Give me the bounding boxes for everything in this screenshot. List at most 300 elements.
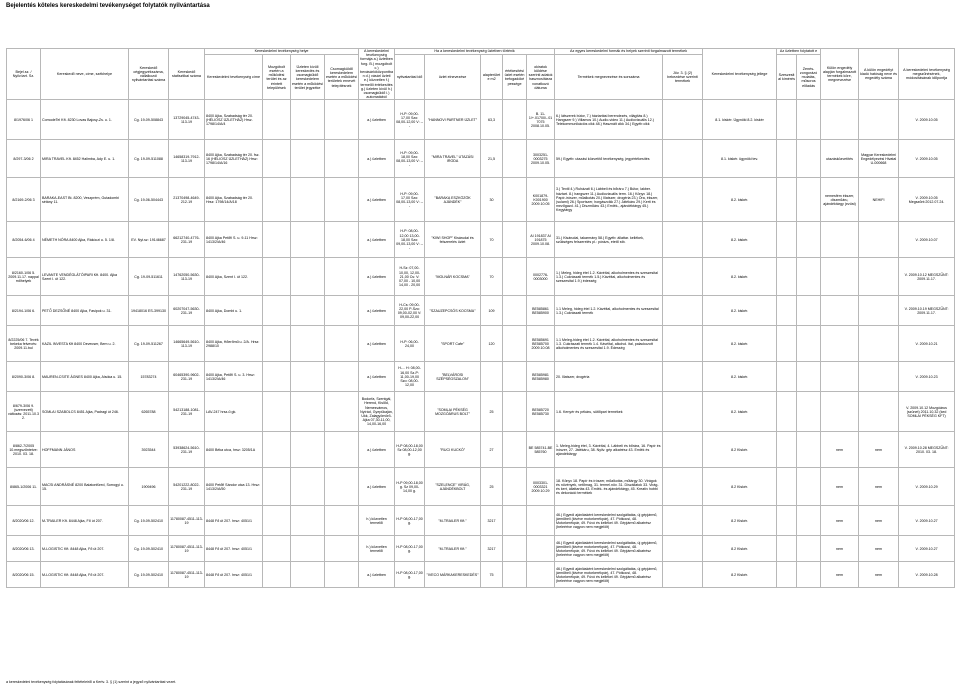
row-stat: 13729045-4743-113-19 <box>169 100 205 140</box>
row-elnevezes: "BARAKA ESZKÖZÖK AJÁNDÉK" <box>425 178 481 222</box>
row-mozgo <box>263 362 291 392</box>
row-nyitva: H-P: 08,00-12,00 13,00-18,00 Szo: 09,00-13,00 V: --- <box>395 222 425 258</box>
row-uzleten-kivul <box>291 392 325 432</box>
row-nyitva: H-P 08,00-17,00 g. <box>395 536 425 562</box>
row-szeszes <box>777 506 797 536</box>
row-okirat: AI 191837 AI 191875 2009.10.08. <box>527 222 555 258</box>
row-termekek: 20. Illatszer, drogéria <box>555 362 663 392</box>
row-nyilv: 8/2020/06 15. <box>7 562 41 588</box>
row-szeszes <box>777 326 797 362</box>
row-megszunt: V. 2009.10.28 <box>899 562 955 588</box>
header-forma: A kereskedelmi tevékenység formája a.) üzletben forg. B.) mozgóbolt c.) bevásárlóközpontban d.) vásárl üzleti e.) közvetlen f.) termelői értékesítés g.) üzleten kívül h.) csomagküldő i.) automatából <box>360 49 394 100</box>
row-mozgo <box>263 178 291 222</box>
row-engedely <box>859 222 899 258</box>
row-hely: 8448 Fő út 207. hrsz: 4051/1 <box>205 562 263 588</box>
row-megszunt: V. 2009.10.23 <box>899 362 955 392</box>
row-csomag <box>325 432 359 468</box>
row-kulon <box>821 362 859 392</box>
register-table <box>6 48 955 588</box>
row-megszunt: V. 2009.10.28 MEGSZŰNT: 2010. 03. 18. <box>899 432 955 468</box>
header-elnevezes: üzlet elnevezése <box>425 55 481 100</box>
row-mozgo <box>263 140 291 178</box>
row-hely: 8400 Ajka, Petőfi S. u. 3. Hrsz: 1413/2/A/46 <box>205 362 263 392</box>
row-befogado <box>503 326 527 362</box>
row-alapterulet: 30 <box>481 178 503 222</box>
row-elnevezes: "BELVÁROSI SZÉPSÉGSZALON" <box>425 362 481 392</box>
table-row <box>7 362 955 392</box>
row-elnevezes: "SPORT Cafe" <box>425 326 481 362</box>
row-hely: 8400 Ajka, Dombi u. 1. <box>205 296 263 326</box>
row-csomag <box>325 536 359 562</box>
row-alapterulet: 75 <box>481 562 503 588</box>
row-termekek: 1.1 Meleg, hideg étel 1.2. Kávéital, alkoholmentes és szeszesital 1.3.) Cukrászati termék <box>555 296 663 326</box>
row-elnevezes: "IVECO MÁRKAKERESKEDÉS" <box>425 562 481 588</box>
header-nyilv: Bejel.sz. / Nyilv.tart. Sz. <box>7 49 41 100</box>
row-nyitva: H-P: 09,00-17,00 Szo: 08,00-12,00 V: --- <box>395 100 425 140</box>
row-zenes <box>797 562 821 588</box>
row-zenes <box>797 222 821 258</box>
row-termekek: 3.) Textil 4.) Ruházati 6.) Lábbeli és bőráru 7.) Bútor, lakber. háztart. 8.) hangszer 11.) Audiovizuális term. 16.) Könyv 18.) Papír-írószer, műalkotás 20.) Illatszer, drogéria 23.) Óra, ékszer, (sulami) 26.) Sportszer, horgászcikk 27.) Játékáru 29.) Kerti és mezőgazd. 41.) Díszműáru 43.) Emlék-, ajándéktárgy 45.) Kegytárgy <box>555 178 663 222</box>
row-stat: 60465390-9602-231-19 <box>169 362 205 392</box>
row-termekek: 46.) Egyedi ajánlásként kereskedelmi szolgáltatás, új gépjármű, járműbeli (kivéve motorkerékpár), 47. Pótkocsi, 48. Motorkerékpár, 49. Fúvó és kellékei 49. Gépjármű alkatrész (beleértve vagyon nem megjelölt) <box>555 562 663 588</box>
row-zenes <box>797 178 821 222</box>
row-nyilv: 8/679-3/06 9.(szervezett) változás: 2011.10.3 2. <box>7 392 41 432</box>
row-nyitva: H-P 08,00-17,00 g. <box>395 506 425 536</box>
row-jov <box>663 178 703 222</box>
row-nyitva: H-P 09,00-18,00 g. Sz 09,00-14,00 g. <box>395 468 425 506</box>
row-hely: 8400 Ajka Petőfi S. u. 9-11 Hrsz: 1413/2/A/46 <box>205 222 263 258</box>
header-helye-zone: Kereskedelmi tevékenység címe <box>205 55 263 100</box>
row-elnevezes: "SOMLAI PÉKSÉG MOZGÓÁRUS BOLT" <box>425 392 481 432</box>
row-kulon <box>821 100 859 140</box>
header-kulon: Külön engedély alapján forgalmazott termékek köre, megnevezése <box>821 49 859 100</box>
row-cegj: 15783274 <box>129 362 169 392</box>
row-elnevezes: "KIWI SHOP" Kisárudai és felszerelés üzlet <box>425 222 481 258</box>
row-alapterulet: 3217 <box>481 536 503 562</box>
row-zenes <box>797 100 821 140</box>
row-uzleten-kivul <box>291 536 325 562</box>
header-stat: Kereskedő statisztikai száma <box>169 49 205 100</box>
row-csomag <box>325 562 359 588</box>
row-mozgo <box>263 392 291 432</box>
row-megszunt: V. 2009.10.27 <box>899 536 955 562</box>
row-befogado <box>503 100 527 140</box>
row-alapterulet: 25 <box>481 468 503 506</box>
row-szeszes <box>777 562 797 588</box>
row-forma: a.) üzletben <box>359 140 395 178</box>
row-jelleg: 8.2 Kiskér. <box>703 536 777 562</box>
header-nyitvatartas-group: Ha a kereskedelmi tevékenység üzletben történik <box>395 49 555 55</box>
row-szeszes <box>777 432 797 468</box>
row-termekek: 1.) Meleg, hideg étel 1.2. Kávéital, alkoholmentes és szeszesital 1.3.) Cukrászati termék 1.5.) Kávéital, alkoholmentes és szeszesital 1.9.) édesség <box>555 258 663 296</box>
row-engedely: nem <box>859 562 899 588</box>
row-nev: KAZIL INVESTA Kft 8400 Devecser, Bem u. 2. <box>41 326 129 362</box>
row-csomag <box>325 506 359 536</box>
row-okirat: 3003251-0003275 2009.10.05. <box>527 140 555 178</box>
row-elnevezes: "M-TRAILER Kft." <box>425 506 481 536</box>
row-forma: a.) üzletben <box>359 468 395 506</box>
row-csomag <box>325 140 359 178</box>
row-elnevezes: "MOLNÁR KOCSMA" <box>425 258 481 296</box>
row-cegj: 6265788 <box>129 392 169 432</box>
register-rows <box>7 100 955 588</box>
row-befogado <box>503 506 527 536</box>
row-szeszes <box>777 258 797 296</box>
row-nyilv: 8/2090-3/06 8. <box>7 362 41 392</box>
header-mozgo: Mozgóbolt esetén a működési terület és az érintett települések <box>263 55 291 100</box>
row-jov <box>663 536 703 562</box>
row-zenes <box>797 296 821 326</box>
row-okirat: 0002776-0003000 <box>527 258 555 296</box>
row-nyilv: 8/2225/06 7. Tevék bekeka felvevés: 2009.11.bul <box>7 326 41 362</box>
row-kulon: nemesfém ékszer, díszműáru, ajándéktárgy (ezüst) <box>821 178 859 222</box>
row-mozgo <box>263 326 291 362</box>
row-okirat <box>527 562 555 588</box>
row-mozgo <box>263 258 291 296</box>
row-stat: 66212740-4776-231-19 <box>169 222 205 258</box>
row-megszunt: V. 2009.10.05 <box>899 100 955 140</box>
row-hely: 8400 Béka utca, hrsz: 3205/1A <box>205 432 263 468</box>
row-stat: 14762050-5630-113-19 <box>169 258 205 296</box>
row-zenes <box>797 326 821 362</box>
row-termekek: 1.6. Kenyér és pékáru, sütőipari termékek <box>555 392 663 432</box>
row-stat: 11780087-4511-113-19 <box>169 536 205 562</box>
row-jov <box>663 362 703 392</box>
row-befogado <box>503 392 527 432</box>
row-nev: NÉMETH NÓRA 8400 Ajka, Rákóczi u. 5. 1/8. <box>41 222 129 258</box>
row-befogado <box>503 562 527 588</box>
row-szeszes <box>777 362 797 392</box>
row-zenes <box>797 468 821 506</box>
row-uzleten-kivul <box>291 362 325 392</box>
row-jelleg: 8.2. kiskér. <box>703 392 777 432</box>
row-befogado <box>503 536 527 562</box>
row-stat: 54213188-1081-231-19 <box>169 392 205 432</box>
row-hely: 8400 Petőfi Sándor utca 13. Hrsz: 1413/2/A/50 <box>205 468 263 506</box>
row-hely: 8400 Ajka, Szent I. út 122. <box>205 258 263 296</box>
row-termekek: 6.) látszerek bútor, 7.) háztartási berendezés, világítás 8.) Hangszer 9.) Villamos 10.) Audio-video 11.) Audiovizuális 12.) Telekommunikációs cikk 48.) Használt cikk 34.) Egyéb cikk <box>555 100 663 140</box>
row-nyitva: H-P: 09,00-18,00 Szo: 08,00-13,00 V: --- <box>395 140 425 178</box>
row-elnevezes: "HANNOVI PARTNER ÜZLET" <box>425 100 481 140</box>
row-jelleg: 8.2 Kiskér. <box>703 468 777 506</box>
row-csomag <box>325 326 359 362</box>
row-alapterulet: 70 <box>481 222 503 258</box>
row-forma: a.) üzletben <box>359 326 395 362</box>
row-megszunt: V. 2009.10.29 <box>899 468 955 506</box>
row-alapterulet: 63,3 <box>481 100 503 140</box>
header-engedely-kiado: A külön engedélyt kiadó hatóság neve és engedély száma <box>859 49 899 100</box>
row-jelleg: 8.2. kiskér. <box>703 362 777 392</box>
header-okirat: okiratok küldése szerinti adatok hasznosításra vonatkozó dátuma <box>527 55 555 100</box>
header-csomag: Csomagküldő kereskedelem esetén a működési területek ernevét telepítésnek <box>325 55 359 100</box>
row-alapterulet: 25 <box>481 392 503 432</box>
table-row <box>7 222 955 258</box>
row-okirat: B. 11-1/+.01700/-.017075 2008.10.05. <box>527 100 555 140</box>
row-elnevezes: "SZELENCE" VIRÁG, AJÁNDÉKBOLT <box>425 468 481 506</box>
row-kulon: nem <box>821 536 859 562</box>
row-engedely <box>859 258 899 296</box>
row-zenes <box>797 258 821 296</box>
row-forma: Bodorfa, Szentgál, Herend, Kislőd, Nemesvámos, Nyírád, Gyepükaján, Ukk, Zalagyömörő-Ajka 07,30-11,00, 14,00-16,00 <box>359 392 395 432</box>
row-engedely <box>859 362 899 392</box>
row-mozgo <box>263 222 291 258</box>
header-nyitva: nyitvatartási idő <box>395 55 425 100</box>
row-kulon: nem <box>821 506 859 536</box>
row-kulon: nem <box>821 468 859 506</box>
row-cegj: Cg. 19-09-502410 <box>129 536 169 562</box>
row-jov <box>663 468 703 506</box>
footer-note: a kereskedelmi tevékenység folytatásának feltételeiről a Kertv. 3. § (1) szerint a jegyző nyilvántartást vezet. <box>6 680 177 684</box>
row-nyilv: 8/865-1/2006 11. <box>7 468 41 506</box>
row-nyilv: 8/2160-1/06 5. 2009.11.17. nappal mőhelyek <box>7 258 41 296</box>
row-hely: 8448 Fő út 207. hrsz: 4051/1 <box>205 506 263 536</box>
table-row <box>7 296 955 326</box>
row-kulon <box>821 392 859 432</box>
row-csomag <box>325 296 359 326</box>
row-jov <box>663 222 703 258</box>
row-jelleg: 8.1. kiskér. ügynöki tev. <box>703 140 777 178</box>
header-nev: Kereskedő neve, címe, székhelye <box>41 49 129 100</box>
row-engedely: nem <box>859 432 899 468</box>
row-stat: 14658319-7912-113-19 <box>169 140 205 178</box>
row-kulon: nem <box>821 432 859 468</box>
row-nev: M-TRAILER Kft. 8448 Ajka, Fő út 207. <box>41 506 129 536</box>
row-jelleg: 8.2. kiskér. <box>703 296 777 326</box>
table-row <box>7 506 955 536</box>
row-jelleg: 8.2. kiskér. <box>703 258 777 296</box>
table-row <box>7 178 955 222</box>
row-szeszes <box>777 100 797 140</box>
row-mozgo <box>263 432 291 468</box>
row-forma: a.) üzletben <box>359 362 395 392</box>
row-cegj: Cg. 19-09-511611 <box>129 258 169 296</box>
row-megszunt: V. 2009.10.05 <box>899 140 955 178</box>
row-engedely: nem <box>859 468 899 506</box>
row-zenes <box>797 392 821 432</box>
row-nev: PETŐ DEZSŐNÉ 8400 Ajka, Fasipok u. 31. <box>41 296 129 326</box>
row-okirat: BE 585741-BE 585760 <box>527 432 555 468</box>
row-jov <box>663 562 703 588</box>
row-uzleten-kivul <box>291 100 325 140</box>
row-stat: 53938624-5610-231-19 <box>169 432 205 468</box>
row-forma: a.) üzletben <box>359 258 395 296</box>
row-forma: a.) üzletben <box>359 432 395 468</box>
row-megszunt: V. 2009.10.27 <box>899 506 955 536</box>
row-csomag <box>325 468 359 506</box>
row-befogado <box>503 140 527 178</box>
row-okirat: BE585861 BE585900 <box>527 296 555 326</box>
row-nev: BARAKA-EAST Bt. 8200, Veszprém, Gutadombi sétány 11. <box>41 178 129 222</box>
row-uzleten-kivul <box>291 468 325 506</box>
row-nyitva: H-Cs: 09,00-22,00 P-Szo: 09,00-02,00 V: 09,00-22,00 <box>395 296 425 326</box>
row-mozgo <box>263 506 291 536</box>
header-zenes: Zenés-zongorázó mulatás, műsoros előadás <box>797 55 821 100</box>
table-row <box>7 536 955 562</box>
row-uzleten-kivul <box>291 222 325 258</box>
row-alapterulet <box>481 362 503 392</box>
row-uzleten-kivul <box>291 296 325 326</box>
row-engedely: NEHIFI <box>859 178 899 222</box>
document-title: Bejelentés köteles kereskedelmi tevékenységet folytatók nyilvántartása <box>6 3 210 9</box>
table-row <box>7 562 955 588</box>
row-okirat: BE585981 BE585980 <box>527 362 555 392</box>
row-hely: 8400 Ajka, Szabadság tér 20. fsz. 16 (HÉLIOSZ ÜZLETHÁZ) Hrsz: 1798/14/A/16 <box>205 140 263 178</box>
header-befogado: értékesítési üzlet esetén befogadóképessége <box>503 55 527 100</box>
table-row <box>7 326 955 362</box>
header-termekek-group: Az egyes kereskedelmi formák és helyek szerinti forgalmazott termékek <box>555 49 703 55</box>
row-jelleg: 8.1. kiskér. Ügynöki 8.2. kiskér <box>703 100 777 140</box>
row-jelleg: 8.2. kiskér. <box>703 178 777 222</box>
row-megszunt: V. 2009.10.12 MEGSZŰNT: 2009.11.17. <box>899 258 955 296</box>
row-befogado <box>503 258 527 296</box>
row-stat: 21370498-4649-212-19 <box>169 178 205 222</box>
row-befogado <box>503 178 527 222</box>
row-csomag <box>325 178 359 222</box>
row-hely: 8400 Ajka, Szabadság tér 20. Hrsz: 1798/14/A/18 <box>205 178 263 222</box>
row-okirat: 0003301-0003321 2009.10.29 <box>527 468 555 506</box>
row-nev: ComodeTel Kft. 8230 Lovas Bajcsy-Zs. u. 1. <box>41 100 129 140</box>
header-termekek: Termékek megnevezése és sorszáma <box>555 55 663 100</box>
row-okirat: BE585720 BE585730 <box>527 392 555 432</box>
row-nev: M-LOGISTIC Kft. 8448 Ajka, Fő út 207. <box>41 562 129 588</box>
row-forma: a.) üzletben <box>359 296 395 326</box>
table-row <box>7 392 955 432</box>
row-forma: a.) üzletben <box>359 100 395 140</box>
row-termekek: 18. Könyv 18. Papír és írószer, műalkotás, műtárgy 30. Virágok és növények, vetőmag, 31. termel.növ. 31. Díszállatok 33. Virág- és kert, állattartás 43. Emlék- és ajándéktárgy, 45. Kreatív hobbi és dekoráció termékek <box>555 468 663 506</box>
row-csomag <box>325 100 359 140</box>
row-megszunt: V. 2009.10.07 <box>899 222 955 258</box>
row-nyitva: H-Sz: 07,00-10,00, 12,00-21,00 Cs: V: 07,00 - 10,00 14,00 - 20,00 <box>395 258 425 296</box>
row-nev: MAUREN-CSITE ÁGNES 8400 Ajka, Alsóka u. 15. <box>41 362 129 392</box>
row-alapterulet: 120 <box>481 326 503 362</box>
row-hely: 8400 Ajka, Hőerőmű u. 2/A. Hrsz: 2988/10 <box>205 326 263 362</box>
row-nyilv: 8/2020/06 12. <box>7 506 41 536</box>
row-okirat <box>527 506 555 536</box>
row-cegj: Cg. 19-09-502410 <box>129 562 169 588</box>
row-megszunt: V. 2009.10.21 <box>899 326 955 362</box>
row-nyitva: H-... H: 08,00-16,00 Sz-P: 11,00-19,00 Szo: 08,00-12,00 <box>395 362 425 392</box>
row-stat: 54201222-8022-231-19 <box>169 468 205 506</box>
row-szeszes <box>777 140 797 178</box>
table-row <box>7 140 955 178</box>
row-alapterulet: 27 <box>481 432 503 468</box>
row-nev: HOFFMANN JÁNOS <box>41 432 129 468</box>
row-elnevezes: "RUCI KUCKÓ" <box>425 432 481 468</box>
row-nyilv: 8/2020/06 13. <box>7 536 41 562</box>
table-row <box>7 258 955 296</box>
row-nev: MACSI ANDRÁSNÉ 8200 Balatonfüred, Sorrogyi u. 15. <box>41 468 129 506</box>
row-stat: 11780087-4511-113-19 <box>169 562 205 588</box>
row-szeszes <box>777 178 797 222</box>
row-nyilv: 8/2194-1/06 6. <box>7 296 41 326</box>
row-nyitva: H-P 08,00-17,00 g. <box>395 562 425 588</box>
row-termekek: 59.) Egyéb: utazási közvetítő tevékenység, jegyértékesítés <box>555 140 663 178</box>
row-forma: a.) üzletben <box>359 562 395 588</box>
row-befogado <box>503 432 527 468</box>
row-cegj: 3923544 <box>129 432 169 468</box>
row-uzleten-kivul <box>291 140 325 178</box>
row-kulon: utazásközvetítés <box>821 140 859 178</box>
row-engedely <box>859 392 899 432</box>
row-forma: a.) üzletben <box>359 178 395 222</box>
row-alapterulet: 3217 <box>481 506 503 536</box>
row-zenes <box>797 536 821 562</box>
row-jov <box>663 392 703 432</box>
row-engedely <box>859 326 899 362</box>
row-jelleg: 8.2 Kiskér. <box>703 432 777 468</box>
row-szeszes <box>777 222 797 258</box>
row-jov <box>663 100 703 140</box>
row-forma: h.) közvetlen termelői <box>359 506 395 536</box>
row-alapterulet: 21,5 <box>481 140 503 178</box>
row-termekek: 46.) Egyedi ajánlásként kereskedelmi szolgáltatás, új gépjármű, járműbeli (kivéve motorkerékpár), 47. Pótkocsi, 48. Motorkerékpár, 49. Fúvó és kellékei 49. Gépjármű alkatrész (beleértve vagyon nem megjelölt) <box>555 536 663 562</box>
row-uzleten-kivul <box>291 562 325 588</box>
row-cegj: 1909496 <box>129 468 169 506</box>
row-alapterulet: 109 <box>481 296 503 326</box>
row-befogado <box>503 222 527 258</box>
row-befogado <box>503 362 527 392</box>
row-stat: 60207047-5630-231-19 <box>169 296 205 326</box>
row-jelleg: 8.2. kiskér. <box>703 326 777 362</box>
header-uzleten-kivul: Üzleten kívüli kereskedés és csomagküldő kereskedelem esetén a működési terület jegyzéke <box>291 55 325 100</box>
table-row <box>7 468 955 506</box>
row-nyitva: H-P: 06,00-24,00 <box>395 326 425 362</box>
row-kulon <box>821 258 859 296</box>
row-szeszes <box>777 296 797 326</box>
header-jov: Jöv. 3. § (2) bekezdése szerinti termékek <box>663 55 703 100</box>
row-megszunt: V. 2009.10.05 Megszűnt:2012.07.24. <box>899 178 955 222</box>
row-cegj: Cg. 19-09-508843 <box>129 100 169 140</box>
row-hely: LAV-247 hrsz-ű gk. <box>205 392 263 432</box>
row-nev: MIRA TRAVEL Kft. 8452 Halimba, Ady E. u. 1. <box>41 140 129 178</box>
row-jov <box>663 506 703 536</box>
row-nyitva: H-P 08,00-18,00 Sz 08,00-12,00 g. <box>395 432 425 468</box>
row-nyilv: 8/862-7/2005 10.megszűntetve: 2010. 03. 18. <box>7 432 41 468</box>
row-forma: a.) üzletben <box>359 222 395 258</box>
row-jov <box>663 326 703 362</box>
row-zenes <box>797 362 821 392</box>
row-cegj: Cg. 19-06-504443 <box>129 178 169 222</box>
row-nyilv: 8/2169-2/06 3 <box>7 178 41 222</box>
header-megszunt: A kereskedelmi tevékenység megszűnésének, módosításának időpontja <box>899 49 955 100</box>
row-csomag <box>325 222 359 258</box>
row-engedely: nem <box>859 506 899 536</box>
row-jov <box>663 296 703 326</box>
row-termekek: 31.) Kisárudai, takarmány 58.) Egyéb: állattar. kellékek, szükséges felszerelés pl.: pórázs, etető stb. <box>555 222 663 258</box>
row-megszunt: V. 2009.10.12 Mozgóárus (szünet) 2011.10.32 (ked SOMLAI PÉKSÉG KFT) <box>899 392 955 432</box>
row-uzleten-kivul <box>291 432 325 468</box>
row-kulon: nem <box>821 562 859 588</box>
row-megszunt: V. 2009.10.19 MEGSZŰNT: 2009.11.17. <box>899 296 955 326</box>
row-termekek: 1. Meleg-hideg étel, 3. Kávéital, 4. Lábbeli és bőrára, 16. Papír és írószer, 27. Játékáru, 38. Nyilv. gép alkatrész 43. Emlék és ajándéktárgy <box>555 432 663 468</box>
row-jov <box>663 258 703 296</box>
header-helye-group: Kereskedelmi tevékenység helye <box>205 49 359 55</box>
row-csomag <box>325 392 359 432</box>
row-cegj: Cg. 19-09-511088 <box>129 140 169 178</box>
row-engedely: Magyar Kereskedelmi Engedélyezési Hivatal U-000668 <box>859 140 899 178</box>
row-engedely <box>859 100 899 140</box>
row-jov <box>663 432 703 468</box>
row-okirat: BE585691 BE585700 2009.10.08 <box>527 326 555 362</box>
row-uzleten-kivul <box>291 178 325 222</box>
row-mozgo <box>263 536 291 562</box>
row-termekek: 46.) Egyedi ajánlásként kereskedelmi szolgáltatás, új gépjármű, járműbeli (kivéve motorkerékpár), 47. Pótkocsi, 48. Motorkerékpár, 49. Fúvó és kellékei 49. Gépjármű alkatrész (beleértve vagyon nem megjelölt) <box>555 506 663 536</box>
row-zenes <box>797 506 821 536</box>
row-uzleten-kivul <box>291 506 325 536</box>
row-jelleg: 8.2. kiskér. <box>703 222 777 258</box>
row-cegj: 19418016 ES-399130 <box>129 296 169 326</box>
row-elnevezes: "SZAUZEPCSÓS KOCSMA" <box>425 296 481 326</box>
